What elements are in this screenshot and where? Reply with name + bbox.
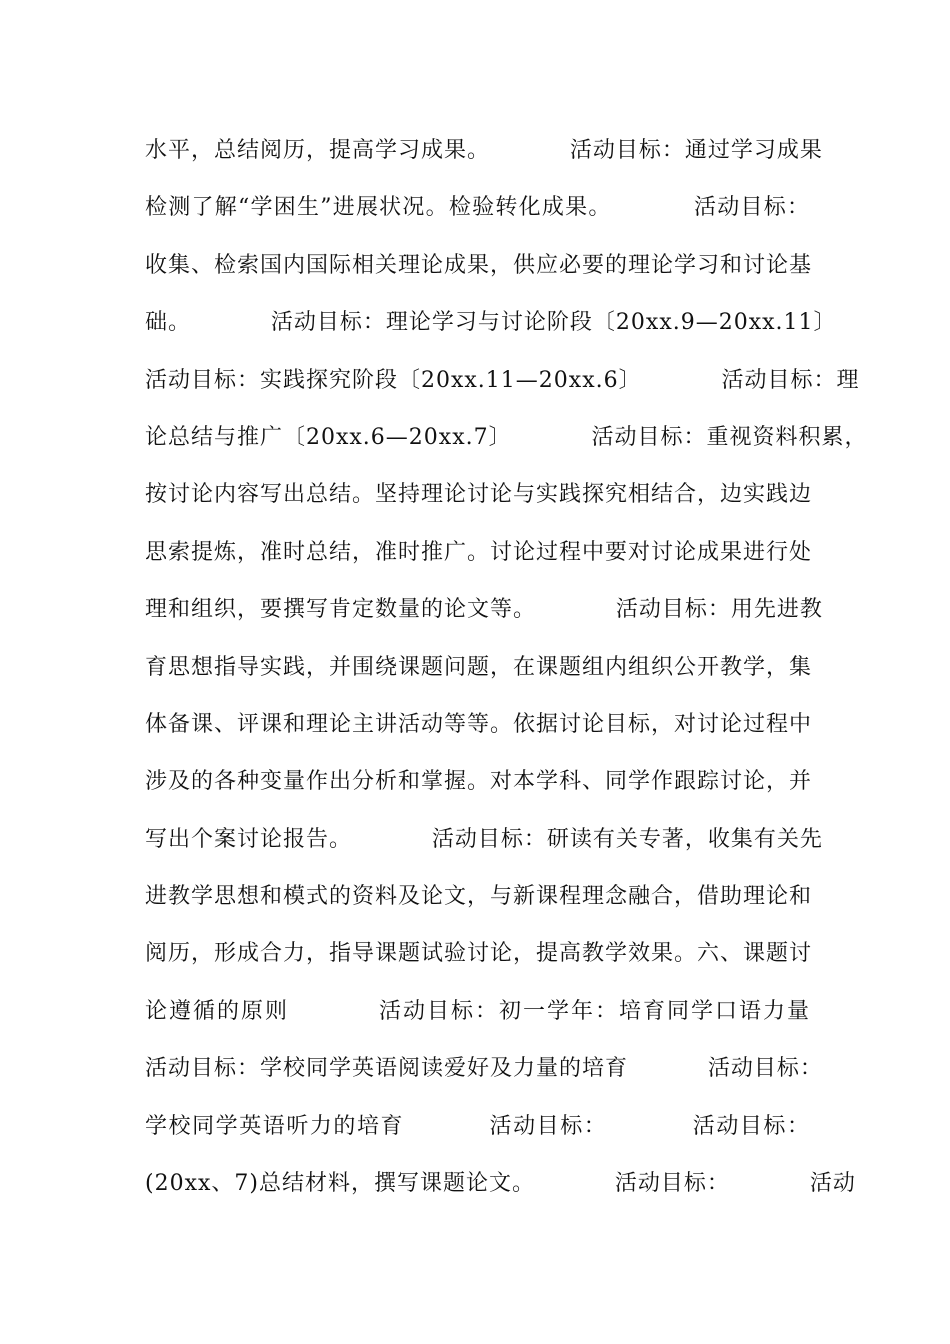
text-line: 按讨论内容写出总结。坚持理论讨论与实践探究相结合，边实践边 xyxy=(145,482,813,508)
text-line: 论总结与推广〔20xx.6—20xx.7〕 活动目标：重视资料积累， xyxy=(145,424,868,450)
body-text xyxy=(145,128,868,1218)
text-line: 活动目标：学校同学英语阅读爱好及力量的培育 活动目标： xyxy=(145,1056,823,1082)
text-line: 检测了解“学困生”进展状况。检验转化成果。 活动目标： xyxy=(145,195,810,221)
text-line: 涉及的各种变量作出分析和掌握。对本学科、同学作跟踪讨论，并 xyxy=(145,769,813,795)
text-line: 活动目标：实践探究阶段〔20xx.11—20xx.6〕 活动目标：理 xyxy=(145,367,860,393)
text-line: 写出个案讨论报告。 活动目标：研读有关专著，收集有关先 xyxy=(145,826,823,852)
text-line: 收集、检索国内国际相关理论成果，供应必要的理论学习和讨论基 xyxy=(145,252,813,278)
text-line: (20xx、7)总结材料，撰写课题论文。 活动目标： 活动 xyxy=(145,1171,856,1197)
text-line: 进教学思想和模式的资料及论文，与新课程理念融合，借助理论和 xyxy=(145,884,813,910)
text-line: 阅历，形成合力，指导课题试验讨论，提高教学效果。六、课题讨 xyxy=(145,941,813,967)
text-line: 育思想指导实践，并围绕课题问题，在课题组内组织公开教学，集 xyxy=(145,654,813,680)
text-line: 学校同学英语听力的培育 活动目标： 活动目标： xyxy=(145,1113,810,1139)
text-line: 思索提炼，准时总结，准时推广。讨论过程中要对讨论成果进行处 xyxy=(145,539,813,565)
text-line: 论遵循的原则 活动目标：初一学年：培育同学口语力量 xyxy=(145,998,810,1024)
text-line: 体备课、评课和理论主讲活动等等。依据讨论目标，对讨论过程中 xyxy=(145,711,813,737)
text-line: 理和组织，要撰写肯定数量的论文等。 活动目标：用先进教 xyxy=(145,597,823,623)
text-line: 水平，总结阅历，提高学习成果。 活动目标：通过学习成果 xyxy=(145,138,823,163)
text-line: 础。 活动目标：理论学习与讨论阶段〔20xx.9—20xx.11〕 xyxy=(145,310,837,336)
